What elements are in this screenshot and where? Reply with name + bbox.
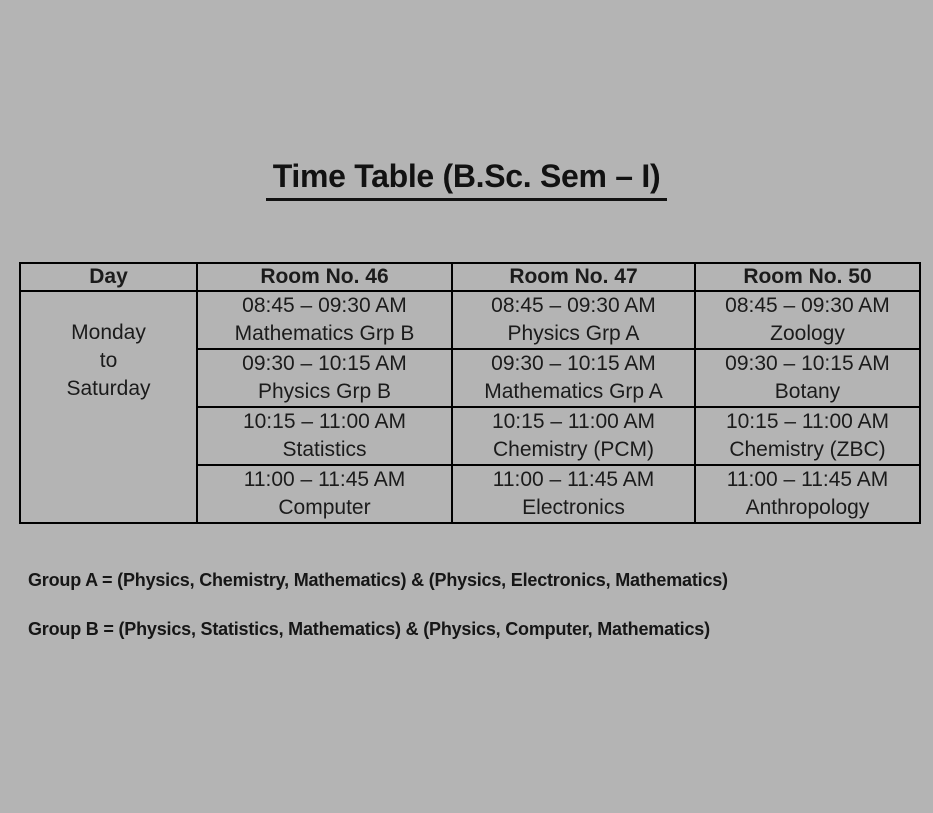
- slot-subject: Physics Grp B: [257, 380, 392, 403]
- slot-cell: [452, 291, 695, 349]
- slot-subject: Electronics: [522, 496, 625, 519]
- slot-subject: Chemistry (PCM): [493, 438, 654, 461]
- day-line: Monday: [71, 321, 146, 344]
- slot-time: 08:45 – 09:30 AM: [725, 294, 890, 317]
- slot-time: 11:00 – 11:45 AM: [492, 468, 655, 491]
- slot-cell: [452, 407, 695, 465]
- day-cell: [20, 291, 197, 523]
- slot-subject: Zoology: [770, 322, 845, 345]
- slot-time: 10:15 – 11:00 AM: [242, 410, 407, 433]
- slot-cell: [197, 291, 452, 349]
- header-room-50: Room No. 50: [695, 263, 920, 291]
- slot-cell: [197, 407, 452, 465]
- header-row: [20, 263, 920, 291]
- table-row: [20, 291, 920, 349]
- slot-subject: Mathematics Grp A: [484, 380, 663, 403]
- timetable: [19, 262, 921, 524]
- slot-time: 11:00 – 11:45 AM: [243, 468, 406, 491]
- slot-subject: Physics Grp A: [507, 322, 640, 345]
- header-room-46: Room No. 46: [197, 263, 452, 291]
- slot-time: 11:00 – 11:45 AM: [726, 468, 889, 491]
- slot-time: 09:30 – 10:15 AM: [491, 352, 656, 375]
- slot-cell: [452, 465, 695, 523]
- slot-subject: Statistics: [282, 438, 367, 461]
- day-line: Saturday: [66, 377, 151, 400]
- slot-time: 10:15 – 11:00 AM: [491, 410, 656, 433]
- page-title: Time Table (B.Sc. Sem – I): [266, 158, 668, 201]
- slot-subject: Anthropology: [745, 496, 870, 519]
- title-container: [0, 158, 933, 201]
- slot-time: 09:30 – 10:15 AM: [242, 352, 407, 375]
- slot-time: 09:30 – 10:15 AM: [725, 352, 890, 375]
- header-room-47: Room No. 47: [452, 263, 695, 291]
- slot-time: 10:15 – 11:00 AM: [725, 410, 890, 433]
- day-line: to: [99, 349, 118, 372]
- day-range: [21, 292, 196, 403]
- slot-cell: [197, 465, 452, 523]
- header-day: Day: [20, 263, 197, 291]
- slot-cell: [695, 407, 920, 465]
- slot-cell: [695, 465, 920, 523]
- slot-subject: Mathematics Grp B: [234, 322, 415, 345]
- slot-cell: [695, 349, 920, 407]
- slot-cell: [695, 291, 920, 349]
- slot-subject: Computer: [278, 496, 371, 519]
- slot-time: 08:45 – 09:30 AM: [491, 294, 656, 317]
- slot-time: 08:45 – 09:30 AM: [242, 294, 407, 317]
- slot-cell: [452, 349, 695, 407]
- slot-subject: Botany: [774, 380, 841, 403]
- group-a-note: Group A = (Physics, Chemistry, Mathematics) & (Physics, Electronics, Mathematics): [28, 570, 728, 590]
- group-b-note: Group B = (Physics, Statistics, Mathematics) & (Physics, Computer, Mathematics): [28, 619, 710, 639]
- slot-subject: Chemistry (ZBC): [729, 438, 886, 461]
- slot-cell: [197, 349, 452, 407]
